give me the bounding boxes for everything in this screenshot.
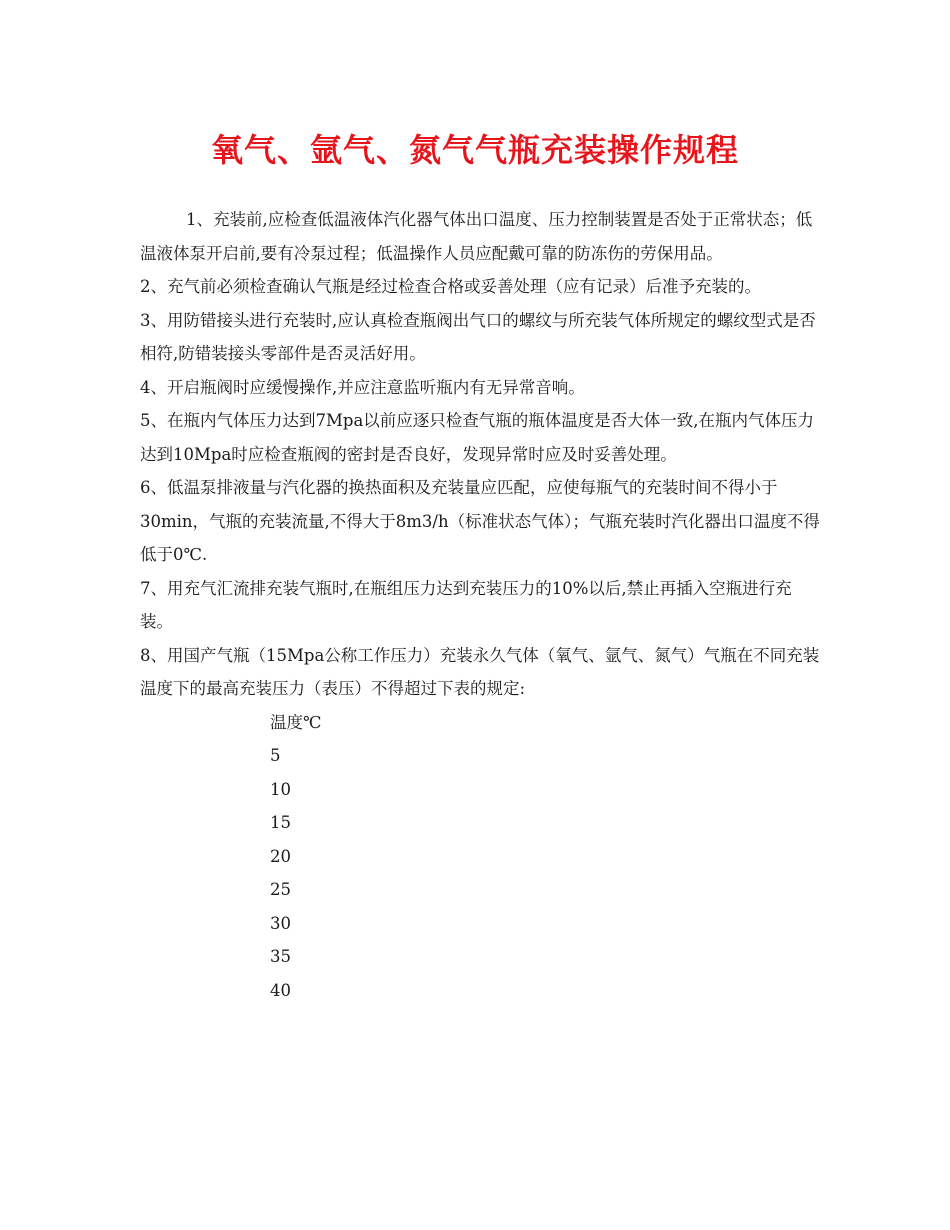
document-body	[140, 203, 820, 1007]
temperature-row: 40	[270, 980, 291, 1000]
temperature-table	[140, 706, 820, 1008]
temperature-row: 25	[270, 880, 291, 899]
paragraph-4: 4、开启瓶阀时应缓慢操作,并应注意监听瓶内有无异常音响。	[140, 377, 585, 397]
temperature-table-header: 温度℃	[270, 712, 322, 732]
temperature-row: 15	[270, 813, 291, 832]
paragraph-1: 1、充装前,应检查低温液体汽化器气体出口温度、压力控制装置是否处于正常状态；低温液体泵开启前,要有冷泵过程；低温操作人员应配戴可靠的防冻伤的劳保用品。	[140, 210, 813, 263]
paragraph-8: 8、用国产气瓶（15Mpa公称工作压力）充装永久气体（氧气、氩气、氮气）气瓶在不同充装温度下的最高充装压力（表压）不得超过下表的规定:	[140, 645, 820, 698]
document-title: 氧气、氩气、氮气气瓶充装操作规程	[210, 131, 739, 169]
temperature-row: 5	[270, 746, 281, 765]
paragraph-3: 3、用防错接头进行充装时,应认真检查瓶阀出气口的螺纹与所充装气体所规定的螺纹型式是否相符,防错装接头零部件是否灵活好用。	[140, 310, 816, 363]
paragraph-6: 6、低温泵排液量与汽化器的换热面积及充装量应匹配，应使每瓶气的充装时间不得小于30min，气瓶的充装流量,不得大于8m3/h（标准状态气体）；气瓶充装时汽化器出口温度不得低于0℃.	[140, 478, 820, 564]
paragraph-2: 2、充气前必须检查确认气瓶是经过检查合格或妥善处理（应有记录）后准予充装的。	[140, 277, 761, 296]
paragraph-7: 7、用充气汇流排充装气瓶时,在瓶组压力达到充装压力的10%以后,禁止再插入空瓶进行充装。	[140, 578, 792, 631]
temperature-row: 30	[270, 913, 291, 933]
paragraph-5: 5、在瓶内气体压力达到7Mpa以前应逐只检查气瓶的瓶体温度是否大体一致,在瓶内气体压力达到10Mpa时应检查瓶阀的密封是否良好，发现异常时应及时妥善处理。	[140, 411, 815, 464]
temperature-row: 10	[270, 779, 291, 799]
temperature-row: 20	[270, 846, 291, 866]
temperature-row: 35	[270, 947, 291, 966]
